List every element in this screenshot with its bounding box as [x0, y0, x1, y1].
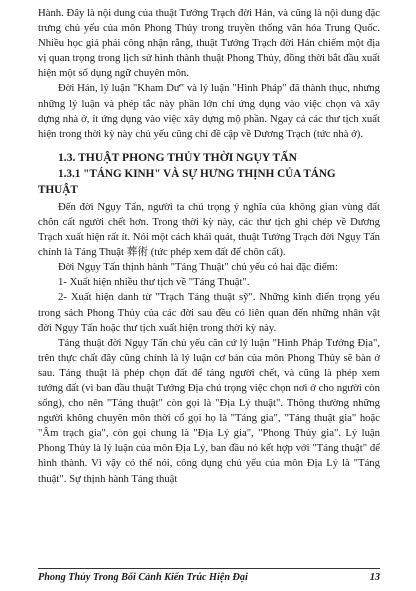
paragraph-nguy-tan-burial: Đến đời Ngụy Tấn, người ta chú trọng ý nghĩa của không gian vùng đất chôn cất người chết hơn. Trong thời kỳ này, các thư tịch ghi chép về Dương Trạch xuất hiện rất ít. Nói một cách khái quát, thuật Tướng Trạch đời Ngụy Tấn chính là Táng Thuật 葬術 (tức phép xem đất để chôn cất). [38, 200, 380, 259]
paragraph-two-features: Đời Ngụy Tấn thịnh hành "Táng Thuật" chủ yếu có hai đặc điểm: [58, 261, 338, 274]
list-item-2: 2- Xuất hiện danh từ "Trạch Táng thuật sỹ". Những kinh điển trọng yếu trong sách Phong Thủy của các đời sau đều có liên quan đến những nhân vật đời Ngụy Tấn hoặc thư tịch xuất hiện trong thời kỳ này. [38, 291, 380, 334]
section-heading: 1.3. THUẬT PHONG THỦY THỜI NGỤY TẤN [58, 150, 298, 164]
paragraph-tang-thuat: Táng thuật đời Ngụy Tấn chủ yếu căn cứ lý luận "Hình Pháp Tướng Địa", trên thực chất đây cũng chính là lý luận cơ bản của môn Phong Thủy sẽ bàn ở sau. Táng thuật là phép chọn đất để táng người chết, và cũng là phép xem tướng đất (vì ban đầu thuật Tướng Địa chú trọng việc chọn nơi ở cho người còn sống), cho nên "Táng thuật" còn gọi là "Địa Lý thuật". Thông thường những người không chuyên môn thời cổ gọi họ là "Táng gia", "Táng thuật gia" hoặc "Âm trạch gia", còn gọi chung là "Địa Lý gia", "Phong Thủy gia". Lý luận Phong Thủy là lý luận của môn Địa Lý, ban đầu nó kết hợp với "Táng thuật" để hình thành. Vì vậy có thể nói, công dụng chủ yếu của môn Địa Lý là "Táng thuật". Sự thịnh hành Táng thuật [38, 336, 380, 485]
subsection-heading-line2: THUẬT [38, 183, 78, 196]
list-item-1: 1- Xuất hiện nhiều thư tịch về "Táng Thuật". [58, 276, 250, 289]
page-footer [38, 568, 380, 583]
paragraph-han-theories: Đời Hán, lý luận "Kham Dư" và lý luận "Hình Pháp" đã thành thục, nhưng những lý luận và phép tắc này phần lớn chỉ ứng dụng vào việc chọn và xây dựng nhà ở, ít ứng dụng vào việc xây dựng mộ phần. Ngay cả các thư tịch xuất hiện trong thời kỳ này chủ yếu cũng chỉ đề cập về Dương Trạch (tức nhà ở). [38, 82, 380, 140]
page-number: 13 [369, 572, 380, 583]
footer-book-title: Phong Thủy Trong Bối Cảnh Kiến Trúc Hiện Đại [38, 572, 248, 583]
paragraph-intro: Hành. Đây là nội dung của thuật Tướng Trạch đời Hán, và cũng là nội dung đặc trưng chủ yếu của môn Phong Thủy trong truyền thống văn hóa Trung Quốc. Nhiều học giả phải công nhận rằng, thuật Tướng Trạch đời Hán chiếm một địa vị quan trọng trong lịch sử hình thành thuật Phong Thủy, đồng thời bắt đầu xuất hiện một số dụng ngữ chuyên môn. [38, 7, 380, 80]
subsection-heading-line1: 1.3.1 "TÁNG KINH" VÀ SỰ HƯNG THỊNH CỦA TÁNG [58, 167, 336, 180]
